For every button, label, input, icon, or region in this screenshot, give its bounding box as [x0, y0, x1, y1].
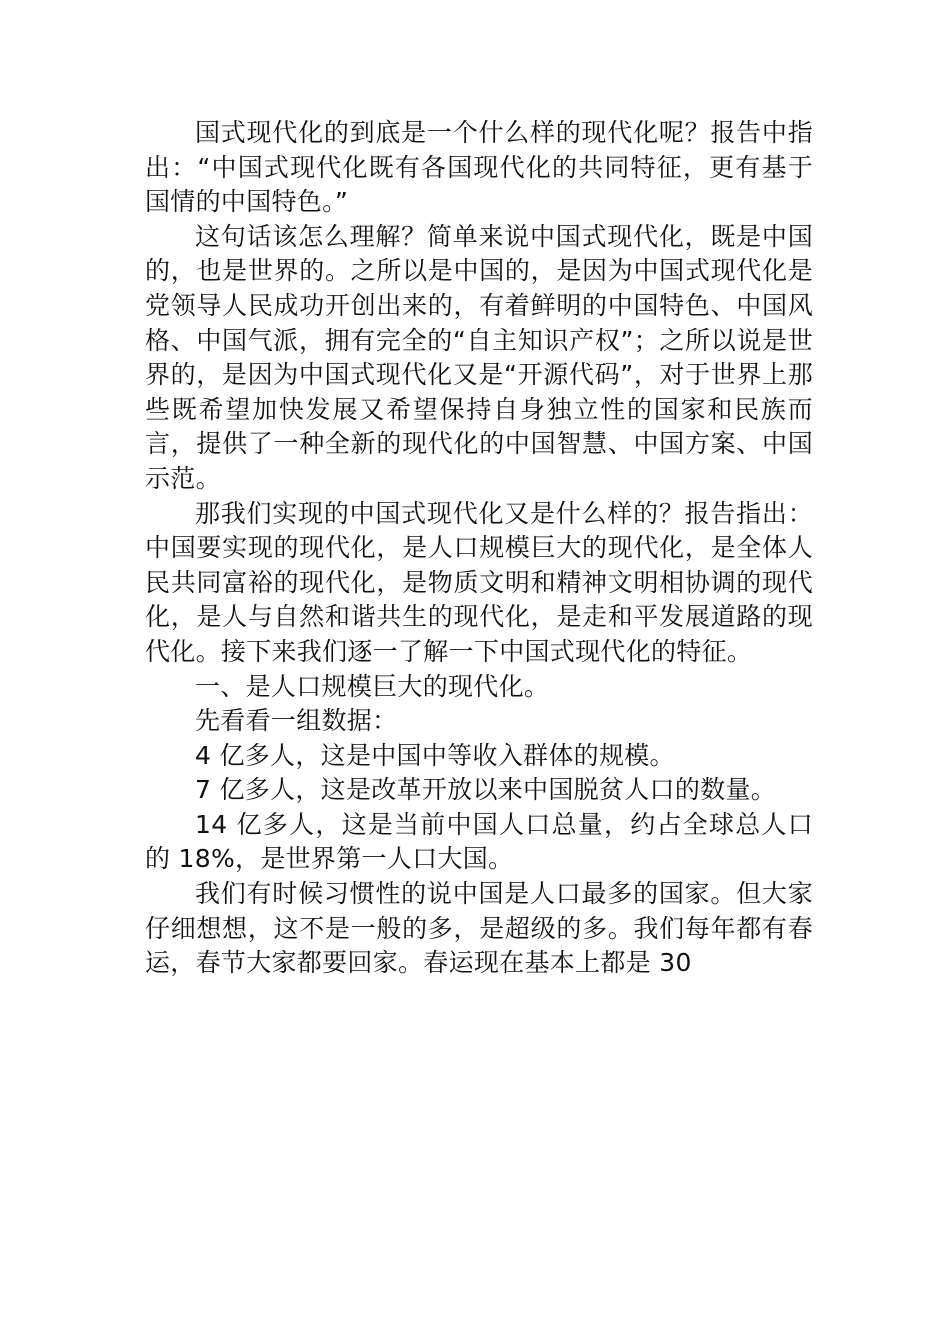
paragraph-poverty-relief: 7 亿多人，这是改革开放以来中国脱贫人口的数量。 [195, 775, 777, 805]
paragraph-features: 那我们实现的中国式现代化又是什么样的？报告指出：中国要实现的现代化，是人口规模巨大的现代化，是全体人民共同富裕的现代化，是物质文明和精神文明相协调的现代化，是人与自然和谐共生的现代化，是走和平发展道路的现代化。接下来我们逐一了解一下中国式现代化的特征。 [145, 498, 813, 666]
paragraph-intro-question: 国式现代化的到底是一个什么样的现代化呢？报告中指出：“中国式现代化既有各国现代化的共同特征，更有基于国情的中国特色。” [145, 118, 813, 217]
paragraph-explanation: 这句话该怎么理解？简单来说中国式现代化，既是中国的，也是世界的。之所以是中国的，是因为中国式现代化是党领导人民成功开创出来的，有着鲜明的中国特色、中国风格、中国气派，拥有完全的“自主知识产权”；之所以说是世界的，是因为中国式现代化又是“开源代码”，对于世界上那些既希望加快发展又希望保持自身独立性的国家和民族而言，提供了一种全新的现代化的中国智慧、中国方案、中国示范。 [145, 221, 813, 493]
paragraph-data-intro: 先看看一组数据： [195, 706, 398, 736]
paragraph-total-population: 14 亿多人，这是当前中国人口总量，约占全球总人口的 18%，是世界第一人口大国。 [145, 809, 813, 874]
section-heading-population: 一、是人口规模巨大的现代化。 [195, 671, 550, 701]
document-body [145, 116, 813, 981]
paragraph-spring-festival: 我们有时候习惯性的说中国是人口最多的国家。但大家仔细想想，这不是一般的多，是超级的多。我们每年都有春运，春节大家都要回家。春运现在基本上都是 30 [145, 879, 813, 978]
paragraph-middle-income: 4 亿多人，这是中国中等收入群体的规模。 [195, 740, 675, 770]
